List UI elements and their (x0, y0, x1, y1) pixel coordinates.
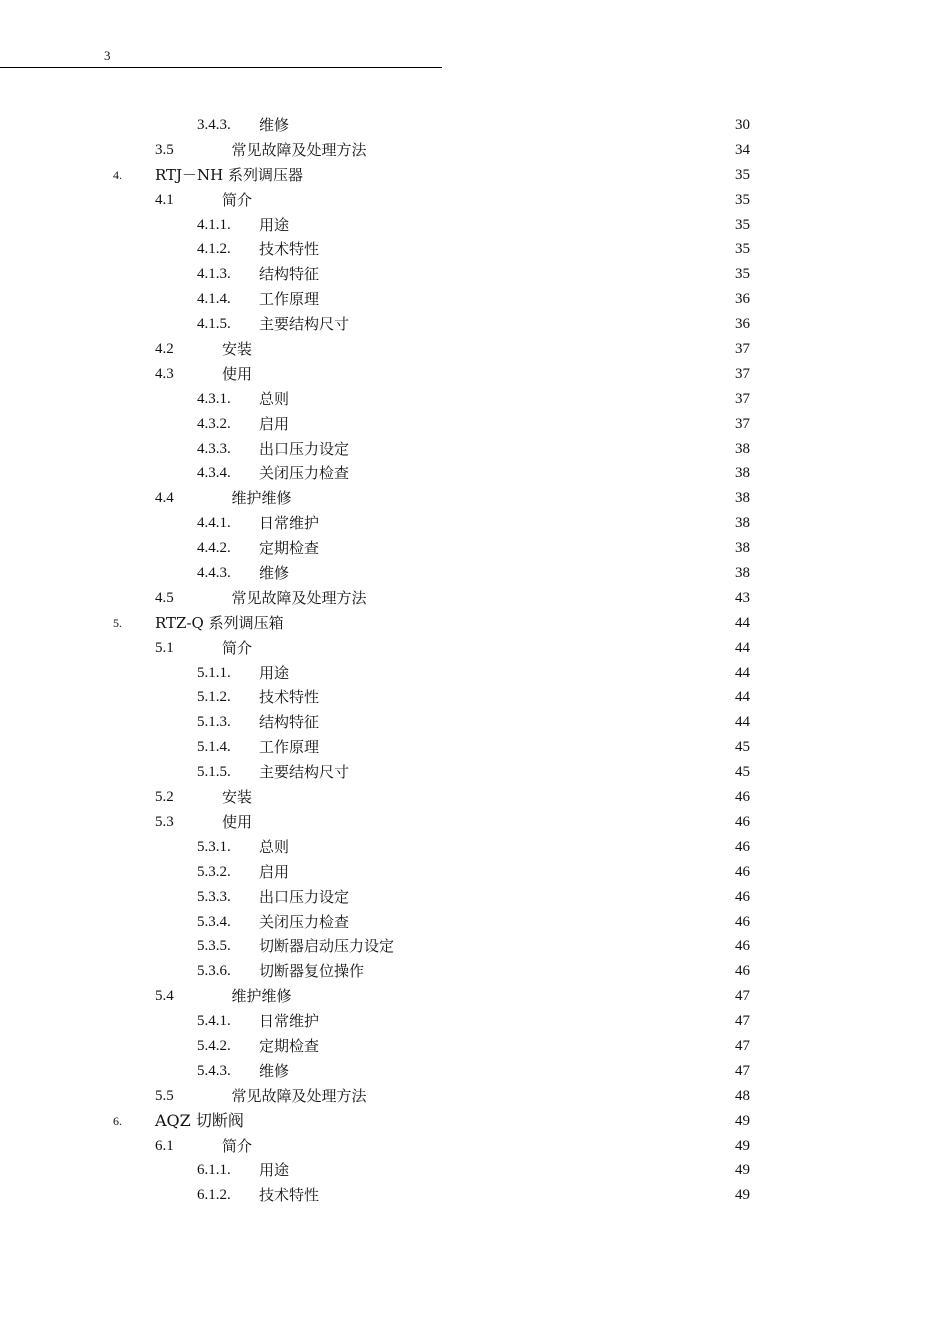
toc-entry-number: 5.1 (155, 639, 174, 656)
toc-entry-page: 47 (735, 988, 750, 1005)
toc-entry-title: 维护维修 (222, 987, 292, 1006)
toc-dot-leader (351, 893, 733, 903)
toc-entry[interactable] (0, 163, 950, 188)
toc-entry-title: 常见故障及处理方法 (222, 1086, 367, 1105)
toc-entry-page: 38 (735, 515, 750, 532)
toc-entry-page: 49 (735, 1137, 750, 1154)
toc-entry-number: 5.3.4. (197, 913, 231, 930)
toc-entry-page: 47 (735, 1013, 750, 1030)
toc-entry-number: 5.3 (155, 813, 174, 830)
toc-entry-number: 6.1.2. (197, 1187, 231, 1204)
toc-dot-leader (254, 644, 733, 654)
toc-entry-number: 4.1 (155, 191, 174, 208)
toc-entry-page: 44 (735, 639, 750, 656)
toc-entry-page: 38 (735, 440, 750, 457)
toc-entry-number: 5.4 (155, 988, 174, 1005)
toc-entry-number: 5.3.5. (197, 938, 231, 955)
toc-dot-leader (321, 270, 733, 280)
toc-entry[interactable] (0, 1134, 950, 1159)
toc-entry-title: 定期检查 (259, 539, 320, 558)
toc-entry-title: 用途 (259, 215, 290, 234)
toc-entry-number: 4.3.2. (197, 415, 231, 432)
toc-entry-title: 技术特性 (259, 1186, 320, 1205)
toc-entry-title: 技术特性 (259, 688, 320, 707)
toc-entry-number: 6.1 (155, 1137, 174, 1154)
toc-entry-number: 4.3.3. (197, 440, 231, 457)
toc-dot-leader (321, 1191, 733, 1201)
toc-dot-leader (369, 1092, 733, 1102)
toc-entry-number: 4.3 (155, 365, 174, 382)
toc-entry-page: 44 (735, 714, 750, 731)
toc-entry[interactable] (0, 586, 950, 611)
toc-entry-number: 4.1.1. (197, 216, 231, 233)
toc-entry-page: 48 (735, 1087, 750, 1104)
toc-dot-leader (351, 918, 733, 928)
toc-dot-leader (321, 718, 733, 728)
toc-entry-page: 38 (735, 565, 750, 582)
toc-dot-leader (254, 1142, 733, 1152)
toc-entry-page: 43 (735, 589, 750, 606)
toc-entry[interactable] (0, 561, 950, 586)
toc-entry-page: 46 (735, 863, 750, 880)
toc-dot-leader (351, 445, 733, 455)
toc-entry-title: 工作原理 (259, 290, 320, 309)
toc-entry-title: 日常维护 (259, 514, 320, 533)
toc-entry-title: 简介 (222, 638, 253, 657)
toc-entry-page: 49 (735, 1112, 750, 1129)
toc-entry[interactable] (0, 213, 950, 238)
toc-entry-number: 5.3.3. (197, 888, 231, 905)
toc-entry[interactable] (0, 1034, 950, 1059)
toc-entry[interactable] (0, 910, 950, 935)
toc-entry[interactable] (0, 1183, 950, 1208)
toc-entry-number: 5.2 (155, 789, 174, 806)
toc-entry[interactable] (0, 835, 950, 860)
toc-entry-title: AQZ 切断阀 (155, 1110, 244, 1130)
toc-entry[interactable] (0, 461, 950, 486)
toc-dot-leader (254, 793, 733, 803)
toc-entry-title: 日常维护 (259, 1012, 320, 1031)
toc-dot-leader (351, 469, 733, 479)
toc-entry-title: 安装 (222, 788, 253, 807)
toc-dot-leader (291, 1166, 733, 1176)
toc-entry-title: 出口压力设定 (259, 887, 350, 906)
toc-entry-title: 常见故障及处理方法 (222, 588, 367, 607)
toc-entry-number: 5.1.2. (197, 689, 231, 706)
toc-entry-number: 4.1.5. (197, 316, 231, 333)
toc-dot-leader (291, 868, 733, 878)
toc-dot-leader (321, 693, 733, 703)
toc-dot-leader (246, 1117, 733, 1127)
toc-entry-title: 简介 (222, 190, 253, 209)
toc-entry-title: RTZ-Q 系列调压箱 (155, 613, 284, 632)
toc-entry[interactable] (0, 959, 950, 984)
toc-dot-leader (291, 669, 733, 679)
toc-entry-page: 45 (735, 764, 750, 781)
toc-entry-number: 4.4 (155, 490, 174, 507)
toc-entry-number: 5.4.1. (197, 1013, 231, 1030)
toc-dot-leader (369, 146, 733, 156)
toc-entry[interactable] (0, 710, 950, 735)
toc-entry[interactable] (0, 611, 950, 636)
toc-entry-page: 46 (735, 789, 750, 806)
toc-entry-title: 结构特征 (259, 265, 320, 284)
toc-entry-page: 44 (735, 614, 750, 631)
toc-entry-number: 6.1.1. (197, 1162, 231, 1179)
toc-entry-number: 3.5 (155, 141, 174, 158)
toc-entry-page: 35 (735, 191, 750, 208)
toc-entry[interactable] (0, 1109, 950, 1134)
toc-dot-leader (254, 345, 733, 355)
toc-entry-title: 安装 (222, 340, 253, 359)
toc-entry-page: 30 (735, 117, 750, 133)
toc-entry-title: 主要结构尺寸 (259, 763, 350, 782)
toc-entry-page: 45 (735, 739, 750, 756)
toc-entry-number: 5.1.1. (197, 664, 231, 681)
toc-entry[interactable] (0, 860, 950, 885)
toc-entry-page: 37 (735, 365, 750, 382)
toc-entry[interactable] (0, 685, 950, 710)
toc-entry[interactable] (0, 984, 950, 1009)
toc-dot-leader (321, 743, 733, 753)
toc-entry[interactable] (0, 412, 950, 437)
toc-entry[interactable] (0, 486, 950, 511)
toc-entry-number: 5.4.3. (197, 1062, 231, 1079)
toc-entry[interactable] (0, 511, 950, 536)
toc-entry-title: 总则 (259, 389, 290, 408)
toc-entry-number: 4.1.3. (197, 266, 231, 283)
page-number: 3 (104, 48, 111, 63)
toc-entry[interactable] (0, 1059, 950, 1084)
toc-entry-title: 使用 (222, 812, 253, 831)
toc-dot-leader (254, 196, 733, 206)
toc-entry[interactable] (0, 1084, 950, 1109)
toc-entry-title: 维护维修 (222, 489, 292, 508)
toc-entry-title: 维修 (259, 116, 290, 134)
toc-entry-title: 主要结构尺寸 (259, 315, 350, 334)
toc-entry-page: 47 (735, 1062, 750, 1079)
toc-entry-title: 使用 (222, 364, 253, 383)
toc-dot-leader (294, 992, 733, 1002)
toc-dot-leader (369, 594, 733, 604)
toc-entry-number: 4. (113, 167, 122, 182)
toc-dot-leader (291, 121, 733, 131)
toc-entry-number: 5. (113, 615, 122, 630)
toc-dot-leader (366, 967, 733, 977)
toc-dot-leader (396, 942, 733, 952)
toc-entry-number: 5.1.3. (197, 714, 231, 731)
toc-entry-number: 4.3.4. (197, 465, 231, 482)
toc-dot-leader (291, 569, 733, 579)
toc-entry[interactable] (0, 337, 950, 362)
toc-entry-title: 结构特征 (259, 713, 320, 732)
toc-entry[interactable] (0, 138, 950, 163)
toc-entry[interactable] (0, 536, 950, 561)
toc-dot-leader (291, 221, 733, 231)
toc-dot-leader (254, 370, 733, 380)
toc-dot-leader (254, 818, 733, 828)
toc-entry-number: 5.3.6. (197, 963, 231, 980)
toc-entry-page: 37 (735, 341, 750, 358)
toc-entry-title: 启用 (259, 862, 290, 881)
toc-entry-page: 38 (735, 540, 750, 557)
toc-dot-leader (321, 1017, 733, 1027)
toc-entry[interactable] (0, 785, 950, 810)
toc-entry[interactable] (0, 1158, 950, 1183)
toc-entry-page: 36 (735, 291, 750, 308)
toc-entry-page: 46 (735, 913, 750, 930)
toc-entry[interactable] (0, 735, 950, 760)
header-rule (0, 67, 442, 68)
toc-entry[interactable] (0, 760, 950, 785)
toc-dot-leader (351, 768, 733, 778)
toc-entry-number: 5.1.5. (197, 764, 231, 781)
toc-entry-title: 关闭压力检查 (259, 912, 350, 931)
toc-entry-page: 44 (735, 689, 750, 706)
toc-entry-title: 工作原理 (259, 738, 320, 757)
toc-entry-title: 用途 (259, 1161, 290, 1180)
toc-entry-number: 5.1.4. (197, 739, 231, 756)
toc-entry-page: 49 (735, 1187, 750, 1204)
toc-entry-title: 切断器复位操作 (259, 962, 365, 981)
toc-entry-page: 44 (735, 664, 750, 681)
toc-entry[interactable] (0, 636, 950, 661)
toc-entry-page: 34 (735, 141, 750, 158)
toc-entry-title: 切断器启动压力设定 (259, 937, 395, 956)
toc-entry-page: 38 (735, 465, 750, 482)
toc-entry-page: 49 (735, 1162, 750, 1179)
toc-entry-number: 5.3.1. (197, 838, 231, 855)
toc-entry-title: 常见故障及处理方法 (222, 140, 367, 159)
toc-entry-title: 维修 (259, 564, 290, 583)
toc-entry-number: 4.1.4. (197, 291, 231, 308)
toc-entry-title: 简介 (222, 1136, 253, 1155)
toc-entry-page: 35 (735, 166, 750, 183)
toc-entry[interactable] (0, 437, 950, 462)
toc-dot-leader (351, 320, 733, 330)
toc-entry-number: 5.4.2. (197, 1037, 231, 1054)
toc-entry[interactable] (0, 387, 950, 412)
toc-entry-title: 出口压力设定 (259, 439, 350, 458)
toc-entry[interactable] (0, 661, 950, 686)
toc-entry-number: 4.1.2. (197, 241, 231, 258)
toc-entry-page: 46 (735, 938, 750, 955)
toc-entry-page: 46 (735, 838, 750, 855)
toc-dot-leader (321, 245, 733, 255)
toc-entry-number: 4.2 (155, 341, 174, 358)
toc-entry-title: 维修 (259, 1061, 290, 1080)
toc-dot-leader (291, 420, 733, 430)
toc-dot-leader (321, 295, 733, 305)
toc-entry[interactable] (0, 934, 950, 959)
toc-entry-page: 35 (735, 266, 750, 283)
toc-entry[interactable] (0, 113, 950, 138)
table-of-contents (0, 113, 950, 1208)
toc-entry-page: 35 (735, 241, 750, 258)
toc-entry-page: 37 (735, 415, 750, 432)
toc-dot-leader (286, 619, 733, 629)
toc-dot-leader (291, 1067, 733, 1077)
toc-entry-number: 5.3.2. (197, 863, 231, 880)
toc-dot-leader (294, 494, 733, 504)
toc-entry-page: 47 (735, 1037, 750, 1054)
toc-entry-number: 3.4.3. (197, 117, 231, 133)
toc-dot-leader (321, 544, 733, 554)
toc-entry[interactable] (0, 1009, 950, 1034)
toc-entry-title: 启用 (259, 414, 290, 433)
toc-entry-number: 4.4.3. (197, 565, 231, 582)
toc-entry-title: 关闭压力检查 (259, 464, 350, 483)
toc-entry[interactable] (0, 362, 950, 387)
toc-entry-page: 38 (735, 490, 750, 507)
toc-dot-leader (321, 519, 733, 529)
toc-entry[interactable] (0, 312, 950, 337)
toc-dot-leader (321, 1042, 733, 1052)
toc-entry[interactable] (0, 237, 950, 262)
toc-entry-title: 总则 (259, 837, 290, 856)
toc-entry-title: RTJ－NH 系列调压器 (155, 165, 304, 184)
toc-entry[interactable] (0, 885, 950, 910)
toc-dot-leader (291, 395, 733, 405)
toc-dot-leader (305, 171, 733, 181)
toc-entry-title: 技术特性 (259, 240, 320, 259)
toc-entry-page: 46 (735, 888, 750, 905)
toc-entry-page: 36 (735, 316, 750, 333)
toc-entry-page: 35 (735, 216, 750, 233)
toc-entry-page: 37 (735, 390, 750, 407)
toc-dot-leader (291, 843, 733, 853)
toc-entry-number: 5.5 (155, 1087, 174, 1104)
toc-entry-number: 4.4.1. (197, 515, 231, 532)
toc-entry[interactable] (0, 810, 950, 835)
toc-entry-title: 定期检查 (259, 1036, 320, 1055)
toc-entry-number: 4.5 (155, 589, 174, 606)
toc-entry-title: 用途 (259, 663, 290, 682)
toc-entry[interactable] (0, 287, 950, 312)
toc-entry-number: 4.4.2. (197, 540, 231, 557)
toc-entry-page: 46 (735, 813, 750, 830)
toc-entry-number: 4.3.1. (197, 390, 231, 407)
toc-entry-page: 46 (735, 963, 750, 980)
toc-entry[interactable] (0, 188, 950, 213)
toc-entry-number: 6. (113, 1113, 122, 1128)
toc-entry[interactable] (0, 262, 950, 287)
